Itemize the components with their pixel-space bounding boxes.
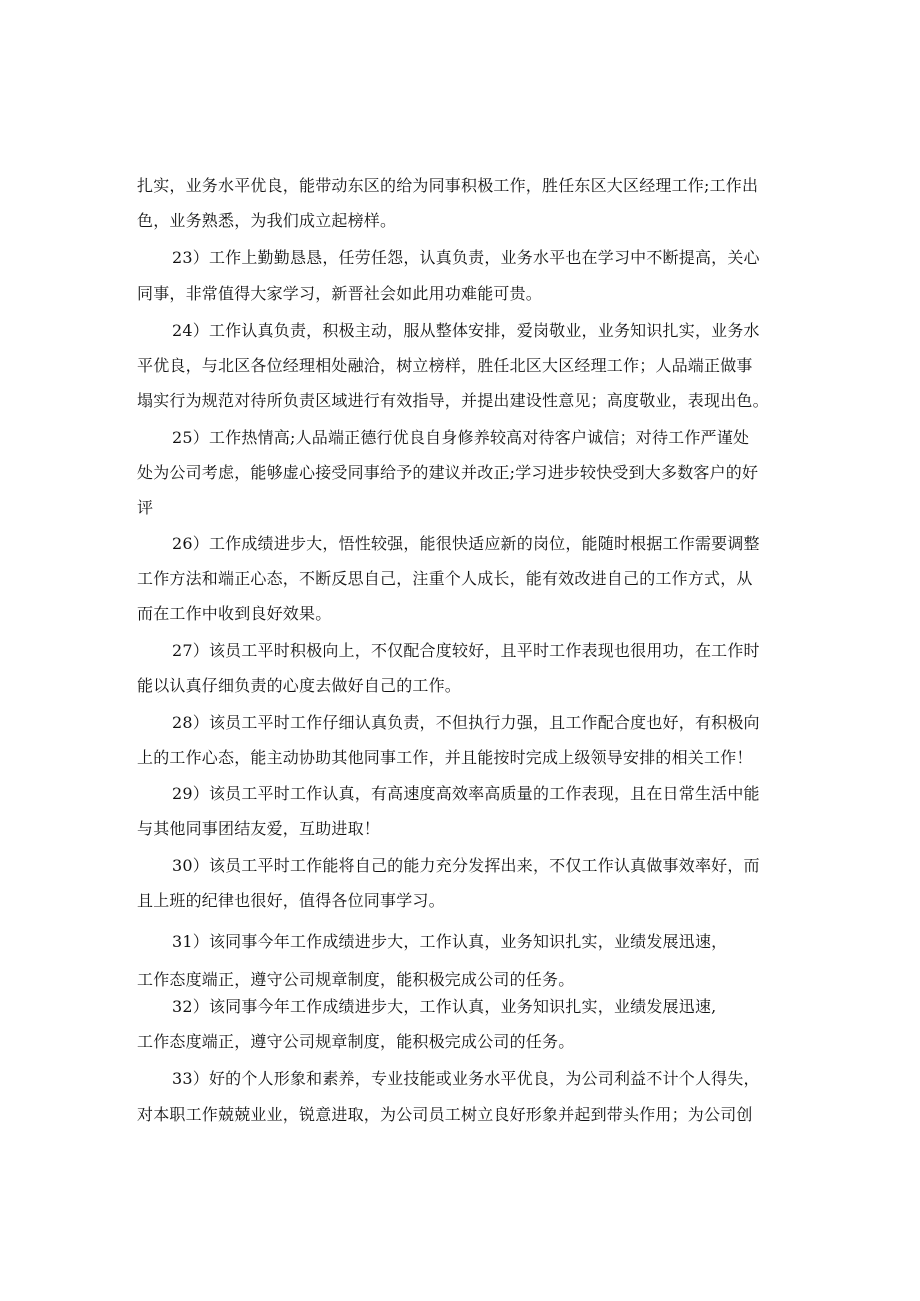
text-line: 对本职工作兢兢业业，锐意进取，为公司员工树立良好形象并起到带头作用；为公司创 — [137, 1105, 753, 1124]
text-line: 平优良，与北区各位经理相处融洽，树立榜样，胜任北区大区经理工作；人品端正做事 — [137, 356, 753, 375]
paragraph-30-line: 30）该员工平时工作能将自己的能力充分发挥出来，不仅工作认真做事效率好，而 — [172, 856, 760, 875]
text-line: 工作态度端正，遵守公司规章制度，能积极完成公司的任务。 — [137, 970, 575, 989]
paragraph-23-line: 23）工作上勤勤恳恳，任劳任怨，认真负责，业务水平也在学习中不断提高，关心 — [172, 248, 760, 267]
text-line: 工作态度端正，遵守公司规章制度，能积极完成公司的任务。 — [137, 1032, 575, 1051]
text-line: 同事，非常值得大家学习，新晋社会如此用功难能可贵。 — [137, 284, 543, 303]
paragraph-27-line: 27）该员工平时积极向上，不仅配合度较好，且平时工作表现也很用功，在工作时 — [172, 641, 760, 660]
text-line: 且上班的纪律也很好，值得各位同事学习。 — [137, 891, 445, 910]
text-line: 塌实行为规范对待所负责区域进行有效指导，并提出建设性意见；高度敬业，表现出色。 — [137, 391, 769, 410]
paragraph-31-line: 31）该同事今年工作成绩进步大，工作认真，业务知识扎实，业绩发展迅速， — [172, 932, 728, 951]
text-line: 评 — [137, 498, 154, 517]
paragraph-32-line: 32）该同事今年工作成绩进步大，工作认真，业务知识扎实，业绩发展迅速, — [172, 997, 717, 1016]
paragraph-25-line: 25）工作热情高;人品端正德行优良自身修养较高对待客户诚信；对待工作严谨处 — [172, 428, 750, 447]
paragraph-24-line: 24）工作认真负责，积极主动，服从整体安排，爱岗敬业，业务知识扎实，业务水 — [172, 321, 760, 340]
text-line: 扎实，业务水平优良，能带动东区的给为同事积极工作，胜任东区大区经理工作;工作出 — [137, 176, 759, 195]
text-line: 工作方法和端正心态，不断反思自己，注重个人成长，能有效改进自己的工作方式，从 — [137, 569, 753, 588]
paragraph-26-line: 26）工作成绩进步大，悟性较强，能很快适应新的岗位，能随时根据工作需要调整 — [172, 534, 760, 553]
text-line: 能以认真仔细负责的心度去做好自己的工作。 — [137, 676, 462, 695]
text-line: 而在工作中收到良好效果。 — [137, 604, 332, 623]
text-line: 色，业务熟悉，为我们成立起榜样。 — [137, 211, 397, 230]
paragraph-28-line: 28）该员工平时工作仔细认真负责，不但执行力强，且工作配合度也好，有积极向 — [172, 713, 760, 732]
text-line: 上的工作心态，能主动协助其他同事工作，并且能按时完成上级领导安排的相关工作！ — [137, 748, 753, 767]
text-line: 处为公司考虑，能够虚心接受同事给予的建议并改正;学习进步较快受到大多数客户的好 — [137, 463, 759, 482]
paragraph-33-line: 33）好的个人形象和素养，专业技能或业务水平优良，为公司利益不计个人得失， — [172, 1069, 760, 1088]
paragraph-29-line: 29）该员工平时工作认真，有高速度高效率高质量的工作表现，且在日常生活中能 — [172, 784, 760, 803]
text-line: 与其他同事团结友爱，互助进取！ — [137, 819, 381, 838]
